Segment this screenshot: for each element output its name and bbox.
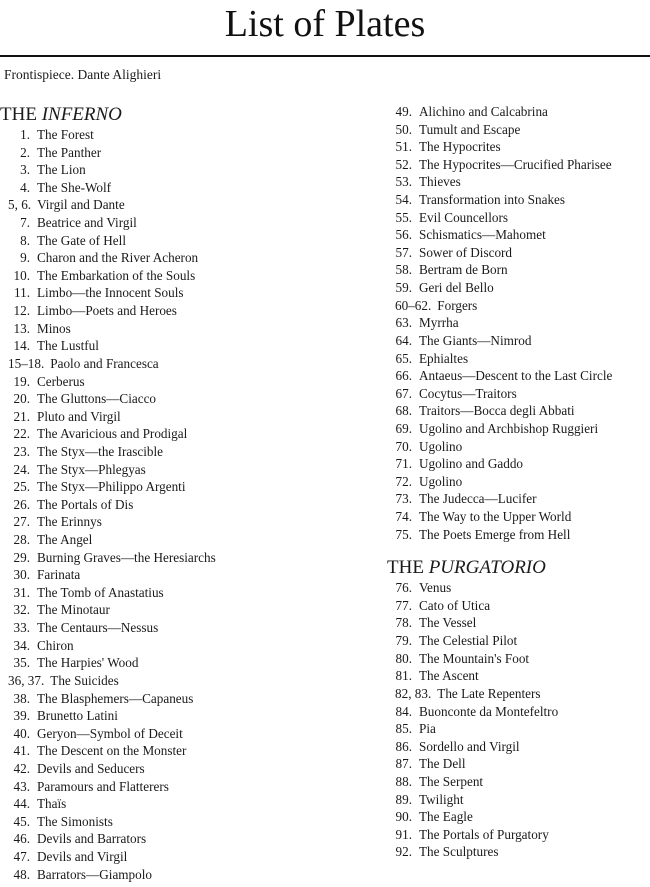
plate-entry: [387, 385, 650, 403]
plate-title: Myrrha: [419, 315, 459, 331]
plate-entry: [0, 531, 372, 549]
plate-title: Sower of Discord: [419, 244, 513, 260]
plate-title: The Harpies' Wood: [37, 655, 139, 671]
plate-entry: [0, 742, 372, 760]
plate-title: Ugolino and Gaddo: [419, 456, 524, 472]
plate-title: Paramours and Flatterers: [37, 778, 169, 794]
plate-entry: [0, 232, 372, 250]
plate-entry: [0, 337, 372, 355]
plate-title: Evil Councellors: [419, 209, 509, 225]
plate-number: 86.: [395, 738, 412, 754]
plate-entry: [0, 725, 372, 743]
plate-entry: [387, 420, 650, 438]
plate-entry: [387, 156, 650, 174]
plate-entry: [0, 373, 372, 391]
plate-number: 47.: [13, 848, 30, 864]
plate-title: The Vessel: [419, 615, 477, 631]
plate-entry: [387, 508, 650, 526]
plate-title: Brunetto Latini: [37, 708, 118, 724]
plate-number: 46.: [13, 831, 30, 847]
plate-entry: [0, 443, 372, 461]
plate-entry: [387, 614, 650, 632]
plate-number: 41.: [13, 743, 30, 759]
plate-number: 49.: [395, 104, 412, 119]
plate-number: 60–62.: [395, 297, 432, 313]
plate-entry: [387, 843, 650, 861]
plate-title: The Judecca—Lucifer: [419, 491, 537, 507]
plate-number: 36, 37.: [8, 672, 45, 688]
plate-number: 24.: [13, 461, 30, 477]
plate-number: 80.: [395, 650, 412, 666]
plate-title: The Portals of Dis: [37, 496, 134, 512]
plate-entry: [0, 619, 372, 637]
plate-title: Thieves: [419, 174, 461, 190]
plate-entry: [0, 813, 372, 831]
plate-number: 13.: [13, 320, 30, 336]
plate-entry: [0, 126, 372, 144]
plate-entry: [0, 196, 372, 214]
plate-entry: [0, 461, 372, 479]
plate-title: The Way to the Upper World: [419, 509, 572, 525]
plate-entry: [0, 355, 372, 373]
plate-number: 28.: [13, 532, 30, 548]
plate-number: 58.: [395, 262, 412, 278]
right-column: [387, 103, 650, 861]
plate-entry: [0, 830, 372, 848]
plate-number: 74.: [395, 509, 412, 525]
plate-entry: [0, 408, 372, 426]
plate-number: 43.: [13, 778, 30, 794]
plate-number: 55.: [395, 209, 412, 225]
purgatorio-heading-name: PURGATORIO: [428, 557, 546, 579]
plate-title: Pluto and Virgil: [37, 408, 121, 424]
plate-number: 40.: [13, 725, 30, 741]
plate-entry: [387, 297, 650, 315]
plate-title: Devils and Seducers: [37, 760, 145, 776]
plate-number: 31.: [13, 584, 30, 600]
plate-entry: [0, 549, 372, 567]
plate-title: Transformation into Snakes: [419, 192, 566, 208]
plate-number: 51.: [395, 139, 412, 155]
plate-number: 79.: [395, 633, 412, 649]
plate-entry: [387, 738, 650, 756]
plate-entry: [0, 478, 372, 496]
plate-number: 12.: [13, 303, 30, 319]
plate-title: Burning Graves—the Heresiarchs: [37, 549, 216, 565]
plate-entry: [0, 284, 372, 302]
plate-entry: [387, 138, 650, 156]
plate-entry: [387, 226, 650, 244]
plate-entry: [387, 279, 650, 297]
plate-title: The Styx—the Irascible: [37, 443, 163, 459]
plate-title: The Erinnys: [37, 514, 102, 530]
plate-title: Forgers: [437, 297, 478, 313]
plate-number: 65.: [395, 350, 412, 366]
plate-title: The Poets Emerge from Hell: [419, 526, 571, 542]
plate-number: 70.: [395, 438, 412, 454]
plate-entry: [387, 261, 650, 279]
left-column: [0, 104, 372, 883]
plate-number: 38.: [13, 690, 30, 706]
plate-number: 72.: [395, 473, 412, 489]
plate-number: 5, 6.: [8, 197, 32, 213]
plate-list-right: [387, 103, 650, 543]
plate-number: 23.: [13, 443, 30, 459]
plate-entry: [387, 791, 650, 809]
plate-entry: [387, 438, 650, 456]
plate-list-purgatorio: [387, 579, 650, 861]
plate-entry: [0, 566, 372, 584]
plate-title: Cato of Utica: [419, 597, 491, 613]
plate-number: 76.: [395, 580, 412, 596]
plate-title: Traitors—Bocca degli Abbati: [419, 403, 575, 419]
plate-entry: [387, 173, 650, 191]
frontispiece-line: Frontispiece. Dante Alighieri: [4, 67, 162, 82]
plate-number: 57.: [395, 244, 412, 260]
plate-number: 73.: [395, 491, 412, 507]
plate-entry: [387, 720, 650, 738]
plate-entry: [387, 332, 650, 350]
plate-entry: [0, 778, 372, 796]
plate-number: 63.: [395, 315, 412, 331]
plate-number: 56.: [395, 227, 412, 243]
plate-title: Limbo—the Innocent Souls: [37, 285, 184, 301]
plate-number: 78.: [395, 615, 412, 631]
plate-number: 32.: [13, 602, 30, 618]
plate-number: 25.: [13, 479, 30, 495]
plate-title: Twilight: [419, 791, 464, 807]
plate-entry: [387, 667, 650, 685]
plate-title: Buonconte da Montefeltro: [419, 703, 559, 719]
plate-number: 91.: [395, 826, 412, 842]
plate-entry: [387, 103, 650, 121]
plate-title: The Embarkation of the Souls: [37, 267, 196, 283]
plate-number: 27.: [13, 514, 30, 530]
plate-number: 69.: [395, 420, 412, 436]
plate-number: 50.: [395, 121, 412, 137]
plate-entry: [0, 267, 372, 285]
inferno-heading-prefix: THE: [0, 104, 42, 125]
plate-entry: [387, 579, 650, 597]
plate-title: The Gluttons—Ciacco: [37, 391, 157, 407]
plate-entry: [387, 350, 650, 368]
plate-entry: [387, 455, 650, 473]
plate-title: Charon and the River Acheron: [37, 250, 199, 266]
plate-title: Virgil and Dante: [37, 197, 125, 213]
plate-title: Sordello and Virgil: [419, 738, 520, 754]
plate-number: 59.: [395, 280, 412, 296]
plate-title: Alichino and Calcabrina: [419, 104, 548, 119]
plate-title: Paolo and Francesca: [50, 355, 159, 371]
plate-title: The Gate of Hell: [37, 232, 126, 248]
plate-title: The Centaurs—Nessus: [37, 620, 159, 636]
plate-number: 14.: [13, 338, 30, 354]
plate-entry: [387, 650, 650, 668]
plate-entry: [0, 425, 372, 443]
plate-title: The Hypocrites: [419, 139, 501, 155]
plate-entry: [0, 214, 372, 232]
plate-number: 92.: [395, 844, 412, 860]
plate-title: Cocytus—Traitors: [419, 385, 517, 401]
plate-entry: [387, 773, 650, 791]
plate-title: Devils and Barrators: [37, 831, 147, 847]
plate-title: Farinata: [37, 567, 81, 583]
plate-entry: [387, 402, 650, 420]
plate-number: 3.: [20, 162, 30, 178]
plate-title: Geryon—Symbol of Deceit: [37, 725, 183, 741]
plate-title: The Blasphemers—Capaneus: [37, 690, 194, 706]
plate-entry: [0, 390, 372, 408]
plate-number: 85.: [395, 721, 412, 737]
plate-entry: [0, 760, 372, 778]
plate-entry: [387, 703, 650, 721]
plate-number: 87.: [395, 756, 412, 772]
plate-number: 1.: [20, 127, 30, 142]
plate-title: The Lion: [37, 162, 86, 178]
plate-title: Tumult and Escape: [419, 121, 521, 137]
plate-number: 8.: [20, 232, 30, 248]
plate-title: The Dell: [419, 756, 466, 772]
plate-title: The Lustful: [37, 338, 99, 354]
plate-entry: [0, 320, 372, 338]
plate-number: 19.: [13, 373, 30, 389]
plate-entry: [0, 249, 372, 267]
plate-title: The Minotaur: [37, 602, 110, 618]
plate-title: Barrators—Giampolo: [37, 866, 152, 882]
plate-title: The Celestial Pilot: [419, 633, 518, 649]
plate-number: 7.: [20, 215, 30, 231]
plate-entry: [0, 584, 372, 602]
plate-title: The Late Repenters: [437, 685, 541, 701]
plate-number: 29.: [13, 549, 30, 565]
plate-number: 66.: [395, 368, 412, 384]
plate-number: 45.: [13, 813, 30, 829]
plate-title: Schismatics—Mahomet: [419, 227, 546, 243]
purgatorio-heading: [387, 557, 650, 579]
plate-number: 67.: [395, 385, 412, 401]
plate-number: 81.: [395, 668, 412, 684]
plate-entry: [387, 755, 650, 773]
plate-number: 34.: [13, 637, 30, 653]
plate-number: 54.: [395, 192, 412, 208]
plate-number: 42.: [13, 760, 30, 776]
plate-entry: [0, 672, 372, 690]
purgatorio-heading-prefix: THE: [387, 557, 429, 579]
plate-entry: [0, 866, 372, 884]
plate-number: 75.: [395, 526, 412, 542]
plate-title: Ugolino: [419, 438, 463, 454]
plate-title: The Serpent: [419, 773, 484, 789]
plate-title: The Angel: [37, 532, 93, 548]
plate-title: The Panther: [37, 144, 102, 160]
plate-entry: [0, 179, 372, 197]
plate-title: The Tomb of Anastatius: [37, 584, 164, 600]
plate-title: The Ascent: [419, 668, 479, 684]
plate-number: 90.: [395, 809, 412, 825]
plate-entry: [387, 244, 650, 262]
plate-title: Beatrice and Virgil: [37, 215, 137, 231]
plate-title: Chiron: [37, 637, 74, 653]
plate-title: Antaeus—Descent to the Last Circle: [419, 368, 613, 384]
plate-number: 84.: [395, 703, 412, 719]
plate-title: The Eagle: [419, 809, 473, 825]
plate-entry: [387, 808, 650, 826]
plate-entry: [387, 121, 650, 139]
plate-title: The Styx—Phlegyas: [37, 461, 146, 477]
plate-title: Ugolino and Archbishop Ruggieri: [419, 420, 599, 436]
plate-title: The Mountain's Foot: [419, 650, 530, 666]
plate-number: 33.: [13, 620, 30, 636]
plate-number: 30.: [13, 567, 30, 583]
plate-number: 44.: [13, 796, 30, 812]
plate-number: 77.: [395, 597, 412, 613]
plate-number: 82, 83.: [395, 685, 432, 701]
plate-entry: [0, 707, 372, 725]
plate-entry: [0, 654, 372, 672]
plate-number: 10.: [13, 267, 30, 283]
plate-number: 64.: [395, 332, 412, 348]
plate-number: 88.: [395, 773, 412, 789]
plate-entry: [0, 601, 372, 619]
plate-entry: [0, 848, 372, 866]
inferno-heading-name: INFERNO: [41, 104, 122, 125]
plate-entry: [387, 314, 650, 332]
plate-number: 26.: [13, 496, 30, 512]
plate-number: 89.: [395, 791, 412, 807]
page-title: List of Plates: [224, 3, 426, 45]
plate-title: The Descent on the Monster: [37, 743, 187, 759]
plate-title: Cerberus: [37, 373, 85, 389]
plate-entry: [387, 473, 650, 491]
plate-entry: [387, 685, 650, 703]
plate-number: 52.: [395, 156, 412, 172]
plate-number: 39.: [13, 708, 30, 724]
plate-title: The Styx—Philippo Argenti: [37, 479, 186, 495]
title-rule: [0, 55, 650, 57]
plate-entry: [387, 490, 650, 508]
plate-title: The She-Wolf: [37, 179, 112, 195]
plate-entry: [0, 690, 372, 708]
plate-title: The Hypocrites—Crucified Pharisee: [419, 156, 612, 172]
plate-title: Ephialtes: [419, 350, 469, 366]
plate-title: The Suicides: [50, 672, 119, 688]
plate-entry: [0, 795, 372, 813]
plate-entry: [0, 513, 372, 531]
plate-entry: [387, 191, 650, 209]
plate-title: The Sculptures: [419, 844, 499, 860]
plate-number: 9.: [20, 250, 30, 266]
plate-title: Devils and Virgil: [37, 848, 128, 864]
plate-number: 2.: [20, 144, 30, 160]
plate-number: 11.: [14, 285, 30, 301]
plate-number: 68.: [395, 403, 412, 419]
plate-entry: [0, 496, 372, 514]
plate-title: The Giants—Nimrod: [419, 332, 532, 348]
plate-entry: [387, 826, 650, 844]
plate-number: 20.: [13, 391, 30, 407]
plate-entry: [0, 302, 372, 320]
plate-number: 53.: [395, 174, 412, 190]
plate-title: Venus: [419, 580, 452, 596]
plate-entry: [0, 161, 372, 179]
plate-list-left: [0, 126, 372, 883]
plate-number: 22.: [13, 426, 30, 442]
plate-title: The Avaricious and Prodigal: [37, 426, 188, 442]
plate-title: Geri del Bello: [419, 280, 494, 296]
plate-title: Pia: [419, 721, 436, 737]
plate-number: 21.: [13, 408, 30, 424]
plate-title: Ugolino: [419, 473, 463, 489]
plate-number: 4.: [20, 179, 30, 195]
plate-entry: [387, 367, 650, 385]
plate-number: 48.: [13, 866, 30, 882]
plate-entry: [0, 637, 372, 655]
plate-entry: [387, 526, 650, 544]
plate-entry: [0, 144, 372, 162]
plate-title: Bertram de Born: [419, 262, 508, 278]
plate-title: Thaïs: [37, 796, 67, 812]
plate-entry: [387, 632, 650, 650]
plate-title: The Simonists: [37, 813, 113, 829]
plate-number: 35.: [13, 655, 30, 671]
inferno-heading: [0, 104, 372, 126]
plate-entry: [387, 209, 650, 227]
plate-number: 15–18.: [8, 355, 45, 371]
plate-entry: [387, 597, 650, 615]
plate-title: The Forest: [37, 127, 94, 142]
plate-title: Minos: [37, 320, 71, 336]
plate-number: 71.: [395, 456, 412, 472]
plate-title: Limbo—Poets and Heroes: [37, 303, 177, 319]
plate-title: The Portals of Purgatory: [419, 826, 549, 842]
